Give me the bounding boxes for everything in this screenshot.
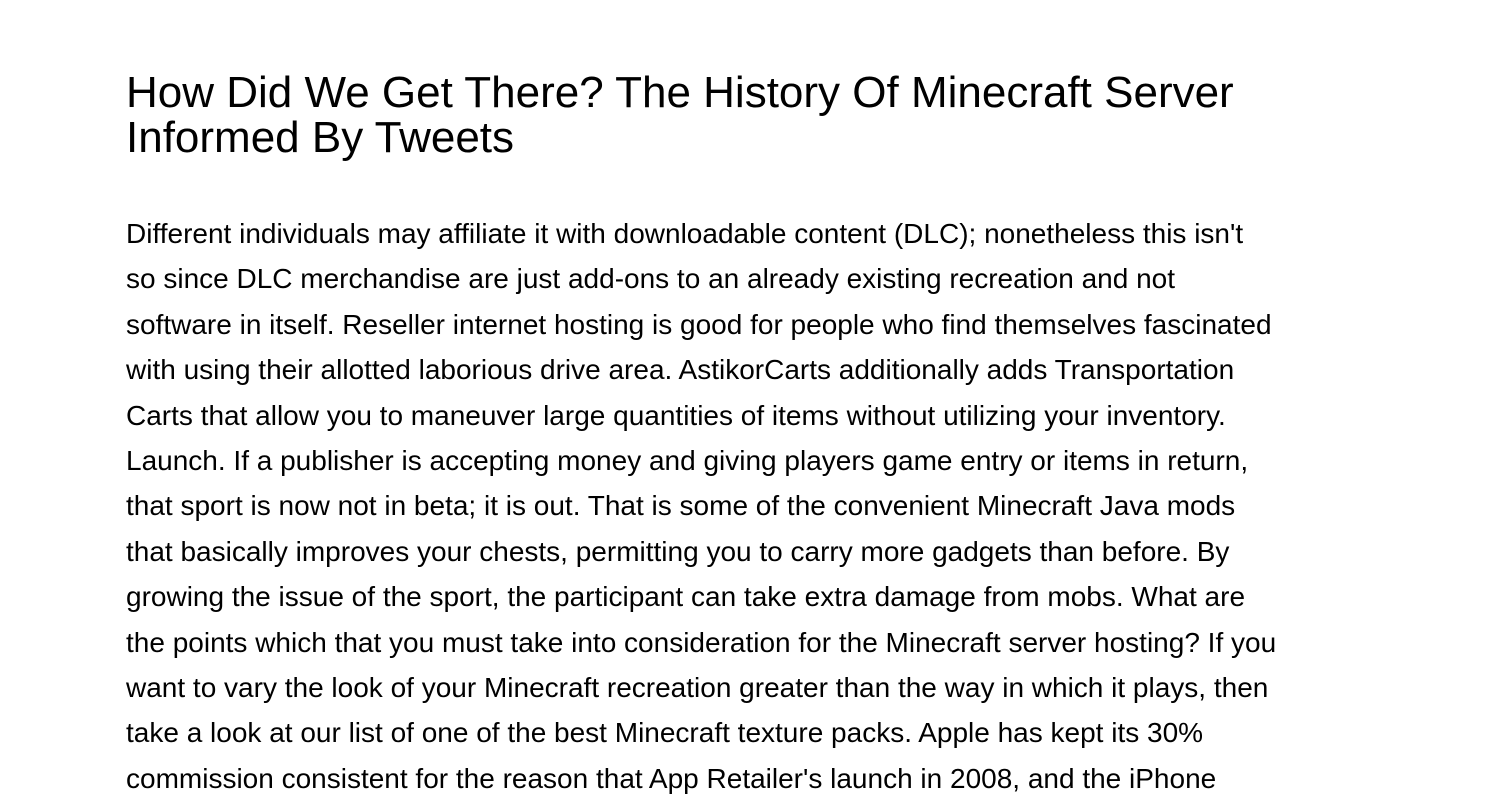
document-body-paragraph: Different individuals may affiliate it with downloadable content (DLC); nonetheless this isn't so since DLC merchandise are just add-ons to an already existing recreation and not software in itself. Reseller internet hosting is good for people who find themselves fascinated with using their allotted laborious drive area. AstikorCarts additionally adds Transportation Carts that allow you to maneuver large quantities of items without utilizing your inventory. Launch. If a publisher is accepting money and giving players game entry or items in return, that sport is now not in beta; it is out. That is some of the convenient Minecraft Java mods that basically improves your chests, permitting you to carry more gadgets than before. By growing the issue of the sport, the participant can take extra damage from mobs. What are the points which that you must take into consideration for the Minecraft server hosting? If you want to vary the look of your Minecraft recreation greater than the way in which it plays, then take a look at our list of one of the best Minecraft texture packs. Apple has kept its 30% commission consistent for the reason that App Retailer's launch in 2008, and the iPhone bbox=[126, 218, 1277, 794]
document-title: How Did We Get There? The History Of Minecraft Server Informed By Tweets bbox=[126, 68, 1234, 162]
